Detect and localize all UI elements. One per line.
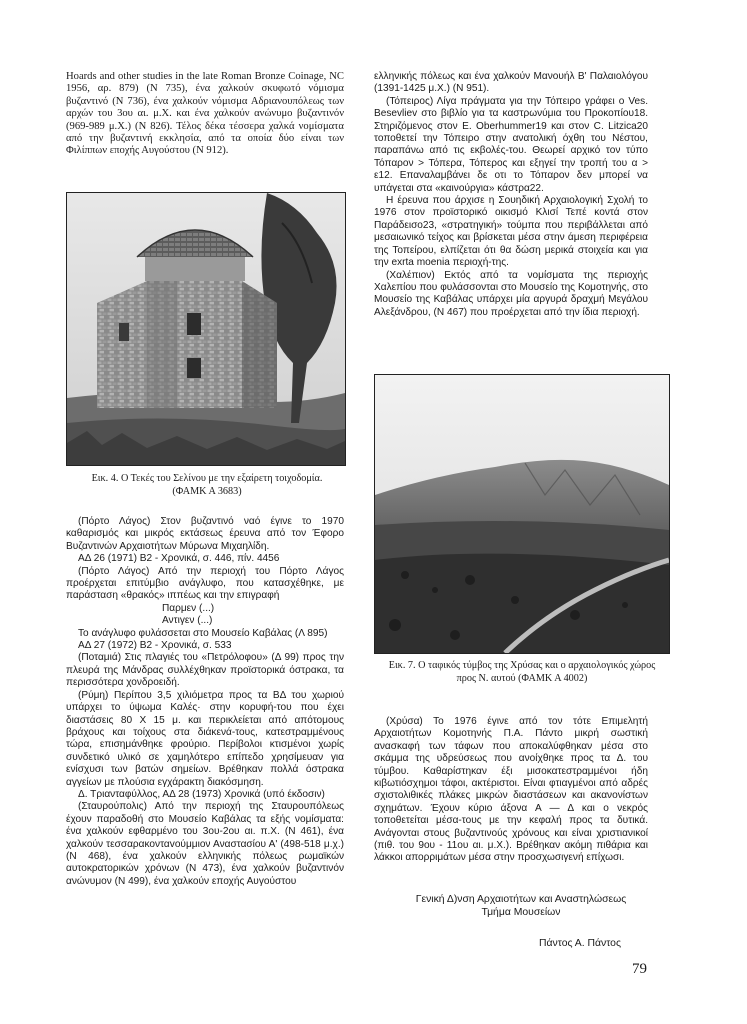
figure-4-caption: Εικ. 4. Ο Τεκές του Σελίνου με την εξαίρετη τοιχοδομία. (ΦΑΜΚ Α 3683) <box>91 473 323 497</box>
page-number: 79 <box>632 961 647 977</box>
paragraph-porto-lagos-1: (Πόρτο Λάγος) Στον βυζαντινό ναό έγινε το 1970 καθαρισμός και μικρός εκτάσεως έρευνα από τον Έφορο Βυζαντινών Αρχαιοτήτων Μύρωνα Μιχαηλίδη. <box>66 516 344 552</box>
paragraph-potamia: (Ποταμιά) Στις πλαγιές του «Πετρόλοφου» (Δ 99) προς την πλευρά της Μάνδρας συλλέχθηκαν προϊστορικά όστρακα, τα περισσότερα χονδροειδή. <box>66 652 344 689</box>
department-line: Γενική Δ)νση Αρχαιοτήτων και Αναστηλώσεως <box>415 894 627 905</box>
figure-7-caption: Εικ. 7. Ο ταφικός τύμβος της Χρύσας και ο αρχαιολογικός χώρος προς Ν. αυτού (ΦΑΜΚ Α 4002) <box>388 660 656 684</box>
signature-department <box>374 893 668 919</box>
paragraph-chrysa: (Χρύσα) Το 1976 έγινε από τον τότε Επιμελητή Αρχαιοτήτων Κομοτηνής Π.Α. Πάντο μικρή σωστική ανασκαφή των τάφων που αποκαλύφθηκαν μέσα στο σκάμμα της υδρεύσεως που ανοίχθηκε προς τα Δ. του τύμβου. Καθαρίστηκαν έξι μισοκατεστραμμένοι ήδη κιβωτιόσχημοι τάφοι, ακτέριστοι. Είναι φτιαγμένοι από αδρές σχιστολιθικές πλάκες μικρών διαστάσεων και ακανονίστων σχημάτων. Έχουν κύριο άξονα Α — Δ και ο νεκρός τοποθετείται μέσα-τους με την κεφαλή προς τα δυτικά. Ανάγονται στους βυζαντινούς χρόνους και είναι χριστιανικοί (πιθ. του 9ου - 11ου αι. μ.Χ.). Βρέθηκαν ακόμη πιθάρια και λάκκοι απορριμάτων μέσα στην προσχωσιγενή επίχωσι. <box>374 716 648 864</box>
reference: ΑΔ 26 (1971) Β2 - Χρονικά, σ. 446, πίν. 4456 <box>78 553 280 565</box>
paragraph-stavroupolis: (Σταυρούπολις) Από την περιοχή της Σταυρουπόλεως έχουν παραδοθή στο Μουσείο Καβάλας τα εξής νομίσματα: ένα χαλκούν εφθαρμένο του 3ου-2ου αι. π.Χ. (Ν 461), ένα χαλκούν τεσσαρακονταvούμμιον Αναστασίου Α' (498-518 μ.χ.) (Ν 468), ένα χαλκούν ελληνικής πόλεως ρωμαϊκών αυτοκρατορικών χρόνων (Ν 473), ένα χαλκούν βυζαντινόν ανώνυμον (Ν 499), ένα χαλκούν εποχής Αυγούστου <box>66 801 344 887</box>
left-body-text <box>66 516 344 888</box>
paragraph-relief-location: Το ανάγλυφο φυλάσσεται στο Μουσείο Καβάλας (Λ 895) <box>78 627 328 639</box>
paragraph-rymi: (Ρύμη) Περίπου 3,5 χιλιόμετρα προς τα ΒΔ του χωριού υπάρχει το ύψωμα Καλές· στην κορυφή-του που έχει διαστάσεις 80 Χ 15 μ. και περικλείεται από απότομους βράχους και τοίχους στα διάκενά-τους, κατεστραμμένους τώρα, επισημάνθηκε φρούριο. Περίβολοι κτισμένοι χωρίς συνδετικό υλικό σε χαμηλότερο επίπεδο χρησίμευαν για ενίσχυσι των βατών σημείων. Βρέθηκαν πολλά όστρακα αγγείων με πλούσια εγχάρακτη διακόσμηση. <box>66 689 344 788</box>
figure-7-photo <box>374 374 670 654</box>
inscription-line: Παρμεν (...) <box>162 602 215 614</box>
landscape-illustration <box>375 375 669 653</box>
inscription-line: Αντιγεν (...) <box>162 615 213 627</box>
reference: Δ. Τριανταφύλλος, ΑΔ 28 (1973) Χρονικά (υπό έκδοσιν) <box>78 788 325 800</box>
author-name: Πάντος Α. Πάντος <box>539 938 621 949</box>
right-top-text <box>374 71 648 319</box>
paragraph-topeiros: (Τόπειρος) Λίγα πράγματα για την Τόπειρο γράφει ο Ves. Besevliev στο βιβλίο για τα καστρωνύμια του Προκοπίου18. Στηριζόμενος στον E. Oberhummer19 και στον C. Litzica20 τοποθετεί την Τόπειρο στην ανατολική όχθη του Νέστου, παραπάνω από τις εκβολές-του. Θεωρεί αρχικό τον τύπο Τόπαρον > Τόπερα, Τόπερος και εξηγεί την τροπή του α > ε12. Επαναλαμβάνει δε οτι το Τόπαρον δεν μπορεί να υπάγεται στα «καινούργια» κάστρα22. <box>374 95 648 194</box>
paragraph-continuation: ελληνικής πόλεως και ένα χαλκούν Μανουήλ Β' Παλαιολόγου (1391-1425 μ.Χ.) (Ν 951). <box>374 71 648 95</box>
paragraph-porto-lagos-2: (Πόρτο Λάγος) Από την περιοχή του Πόρτο Λάγος προέρχεται επιτύμβιο ανάγλυφο, που κατασχέθηκε, με παράσταση «θρακός» ιππέως και την επιγραφή <box>66 565 344 602</box>
right-body-text <box>374 716 648 865</box>
paragraph: Hoards and other studies in the late Roman Bronze Coinage, NC 1956, αρ. 879) (Ν 735), ένα χαλκούν σκυφωτό νόμισμα βυζαντινό (Ν 736), ένα χαλκούν νόμισμα Αδριανουπόλεως των αρχών του 3ου αι. μ.Χ. και ένα χαλκούν ανώνυμο βυζαντινόν (969-989 μ.Χ.) (Ν 826). Τέλος δέκα τέσσερα χαλκά νομίσματα από την βυζαντινή εκκλησία, από τα οποία δύο είναι των Φιλίππων εποχής Αυγούστου (Ν 912). <box>66 71 344 157</box>
department-line: Τμήμα Μουσείων <box>481 907 561 918</box>
tekke-illustration <box>67 193 345 465</box>
paragraph-halepion: (Χαλέπιον) Εκτός από τα νομίσματα της περιοχής Χαλεπίου που φυλάσσονται στο Μουσείο της Κομοτηνής, στο Μουσείο της Καβάλας υπάρχει μία αργυρά δραχμή Μεγάλου Αλεξάνδρου, (Ν 467) που προέρχεται από την ίδια περιοχή. <box>374 269 648 318</box>
paragraph-swedish-school: Η έρευνα που άρχισε η Σουηδική Αρχαιολογική Σχολή το 1976 στον προϊστορικό οικισμό Κλισί Τεπέ κοντά στον Παράδεισο23, «στρατηγική» τούμπα που περιβάλλεται από μεσαιωνικό τείχος και βρίσκεται μέσα στην άμεση περιφέρεια της Τοπείρου, ελπίζεται ότι θα δώση μερικά στοιχεία και για την exrta moenia περιοχή-της. <box>374 195 648 269</box>
left-top-text <box>66 71 344 158</box>
reference: ΑΔ 27 (1972) Β2 - Χρονικά, σ. 533 <box>78 640 232 652</box>
figure-4-photo <box>66 192 346 466</box>
